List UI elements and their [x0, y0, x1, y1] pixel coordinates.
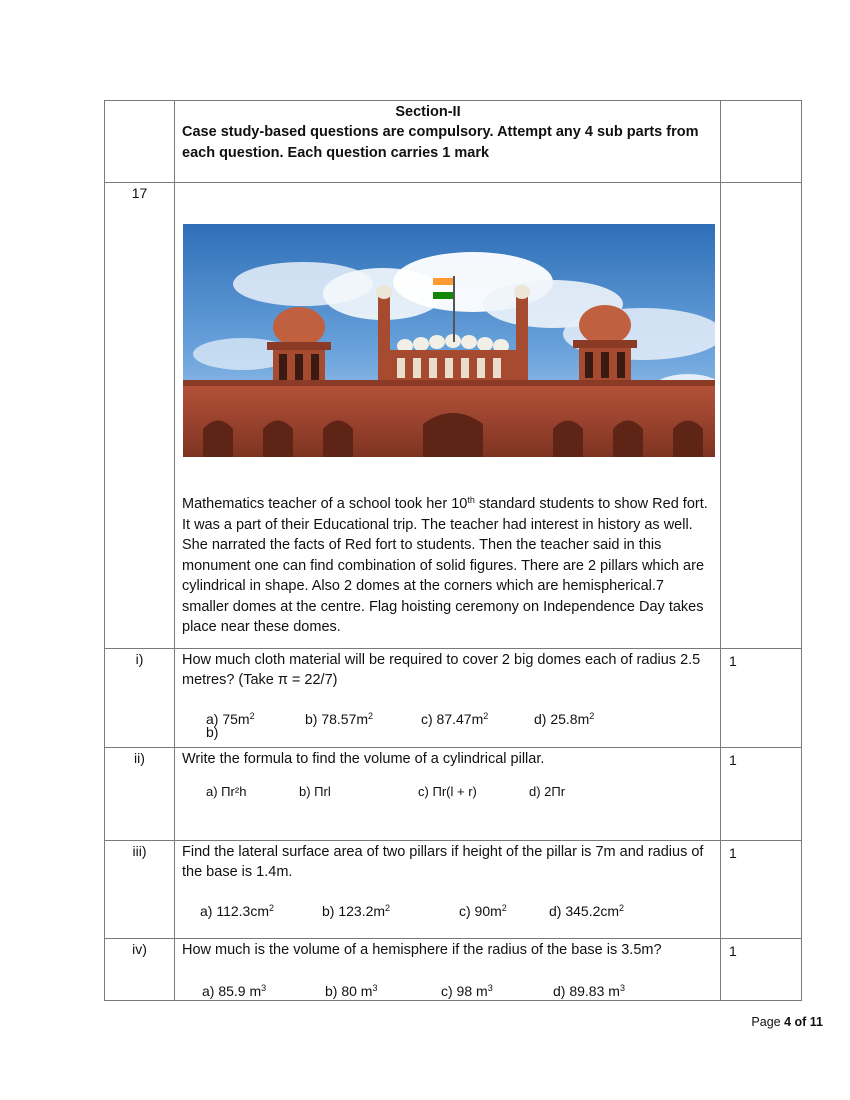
total-pages: 11: [809, 1015, 823, 1029]
marks-cell: 1: [721, 840, 802, 938]
option-a: a) $112.3cm^2$: [200, 902, 275, 919]
option-d: d) $25.8m^2$: [534, 710, 595, 727]
question-text: Write the formula to find the volume of a cylindrical pillar.: [182, 750, 545, 767]
empty-cell: [721, 101, 802, 183]
page-footer: [751, 1015, 823, 1029]
case-study-passage: [182, 490, 714, 648]
marks-cell: 1: [721, 747, 802, 840]
option-b: b) $123.2m^2$: [322, 902, 391, 919]
question-number: iv): [105, 938, 175, 1000]
passage-text-start: Mathematics teacher of a school took her 10: [182, 496, 468, 512]
question-text: Find the lateral surface area of two pillars if height of the pillar is 7m and radius of the base is 1.4m.: [182, 843, 704, 880]
exam-table: [104, 100, 802, 1001]
option-a: a) $75m^2$: [206, 710, 255, 727]
section-title: Section-II: [395, 104, 461, 120]
question-cell: [175, 840, 721, 938]
question-row-2: [105, 747, 802, 840]
stray-option-label: b): [206, 723, 219, 740]
marks-cell: 1: [721, 648, 802, 747]
empty-cell: [721, 183, 802, 649]
section-header-cell: [175, 101, 721, 183]
option-a: a) 85.9 $m^3$: [202, 982, 267, 999]
section-header-row: [105, 101, 802, 183]
footer-prefix: Page: [751, 1015, 785, 1029]
option-b: b) $78.57m^2$: [305, 710, 374, 727]
footer-of: of: [791, 1015, 810, 1029]
option-d: d) $345.2cm^2$: [549, 902, 625, 919]
options-row: [182, 706, 714, 728]
option-c: c) Πr(l + r): [418, 783, 477, 799]
current-page: 4: [784, 1015, 792, 1029]
option-d: d) 2Πr: [529, 783, 566, 799]
question-text: How much is the volume of a hemisphere if the radius of the base is 3.5m?: [182, 941, 662, 958]
option-c: c) $87.47m^2$: [421, 710, 489, 727]
question-row-1: [105, 648, 802, 747]
question-number: ii): [105, 747, 175, 840]
option-b: b) Πrl: [299, 783, 331, 799]
marks-cell: 1: [721, 938, 802, 1000]
options-row: [182, 782, 714, 804]
question-cell: [175, 747, 721, 840]
question-text: How much cloth material will be required to cover 2 big domes each of radius 2.5 metres? (Take π = 22/7): [182, 651, 701, 688]
question-number: i): [105, 648, 175, 747]
option-a: a) Πr²h: [206, 783, 247, 799]
option-d: d) 89.83 $m^3$: [553, 982, 625, 999]
option-c: c) 98 $m^3$: [441, 982, 493, 999]
question-number: iii): [105, 840, 175, 938]
red-fort-image: [183, 224, 715, 457]
question-cell: [175, 648, 721, 747]
question-cell: [175, 938, 721, 1000]
case-study-cell: [175, 183, 721, 649]
option-b: b) 80 $m^3$: [325, 982, 378, 999]
option-c: c) $90m^2$: [459, 902, 507, 919]
question-number: 17: [105, 183, 175, 649]
passage-superscript: th: [467, 495, 475, 505]
section-instructions: Case study-based questions are compulsory. Attempt any 4 sub parts from each question. Each question carries 1 mark: [182, 124, 699, 161]
question-row-4: [105, 938, 802, 1000]
passage-text-rest: standard students to show Red fort. It was a part of their Educational trip. The teacher had interest in history as well. She narrated the facts of Red fort to students. Then the teacher said in this monument one can find combination of solid figures. There are 2 pillars which are cylindrical in shape. Also 2 domes at the corners which are hemispherical.7 smaller domes at the centre. Flag hoisting ceremony on Independence Day takes place near these domes.: [182, 496, 708, 635]
case-study-row: [105, 183, 802, 649]
empty-cell: [105, 101, 175, 183]
question-row-3: [105, 840, 802, 938]
options-row: [182, 898, 714, 920]
options-row: [182, 978, 714, 1000]
